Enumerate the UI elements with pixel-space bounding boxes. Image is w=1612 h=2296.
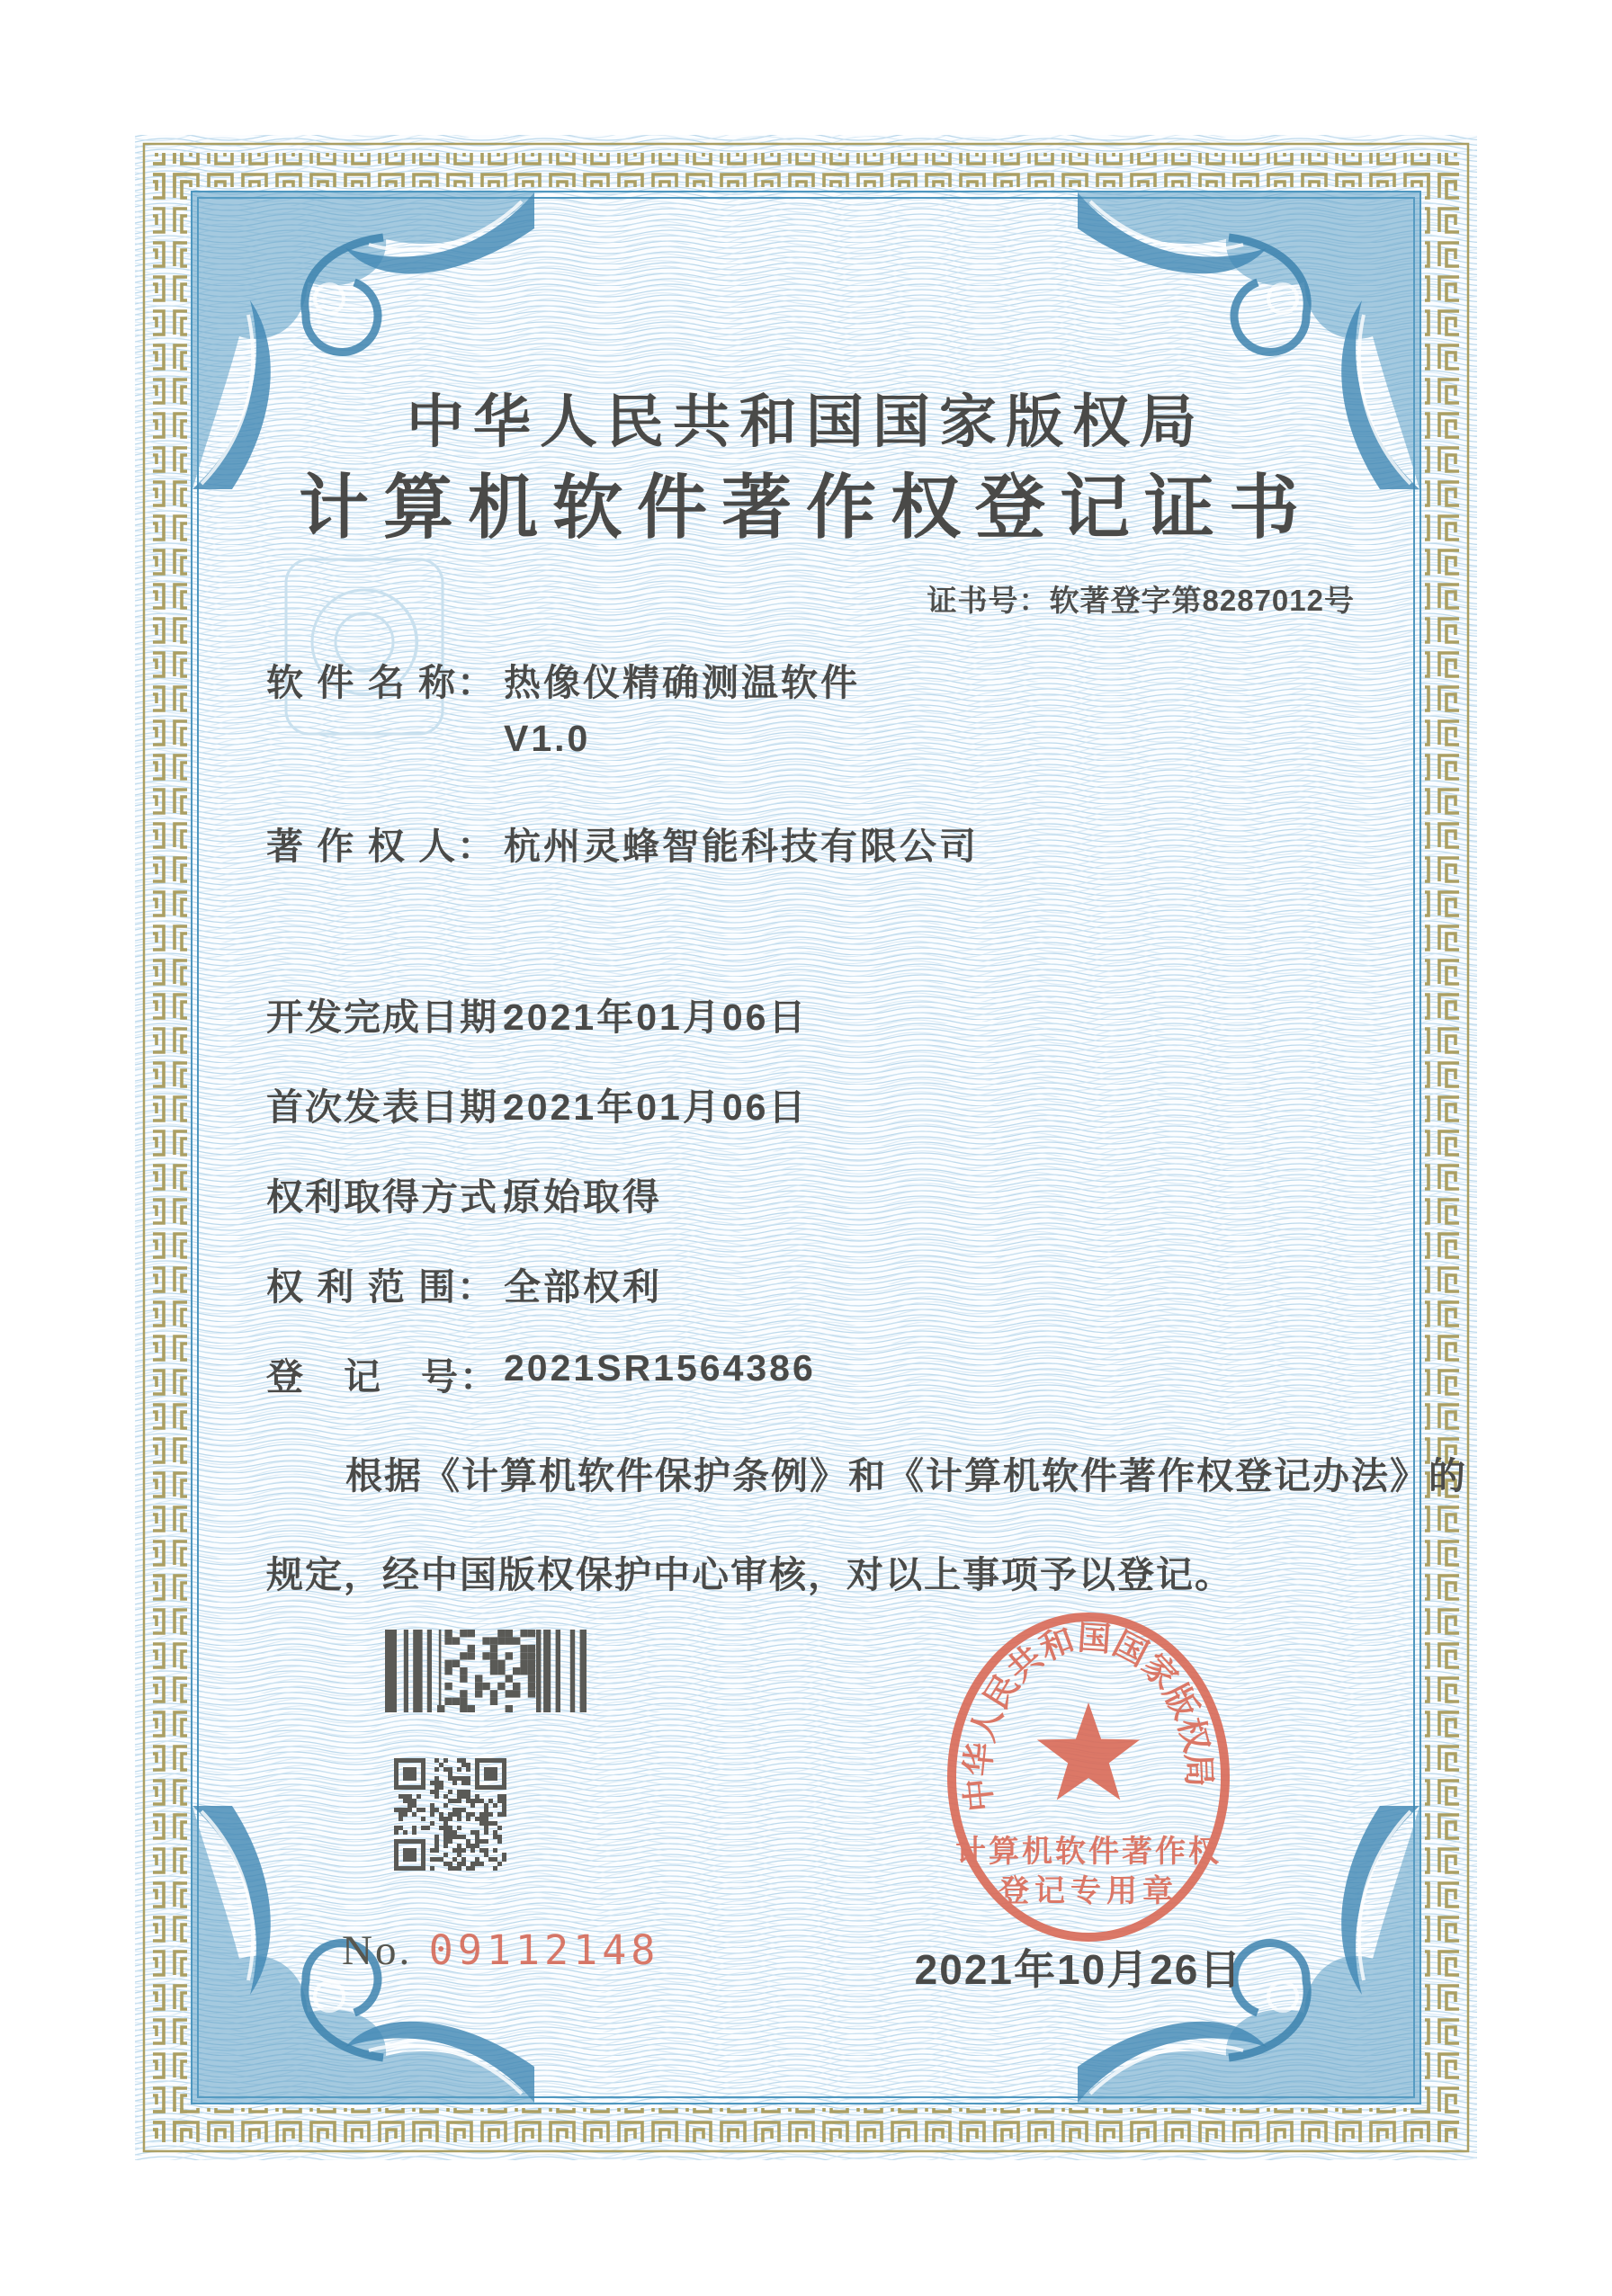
seal-star bbox=[1037, 1702, 1140, 1800]
field-dev-complete-date bbox=[266, 987, 809, 1041]
issuing-authority: 中华人民共和国国家版权局 bbox=[407, 389, 1205, 454]
certificate-title: 计算机软件著作权登记证书 bbox=[298, 468, 1313, 547]
field-software-name bbox=[266, 653, 860, 706]
field-first-publish-date bbox=[266, 1077, 809, 1130]
field-value: 全部权利 bbox=[504, 1266, 662, 1308]
field-label: 开发完成日期： bbox=[266, 996, 537, 1038]
field-value: 2021SR1564386 bbox=[504, 1347, 816, 1389]
field-value: V1.0 bbox=[504, 718, 591, 759]
field-rights-scope bbox=[266, 1257, 662, 1310]
field-label: 权利取得方式： bbox=[266, 1176, 537, 1218]
serial-prefix: No. bbox=[342, 1927, 413, 1974]
field-value: 2021年01月06日 bbox=[504, 996, 809, 1038]
certificate-content bbox=[193, 192, 1467, 2103]
field-label: 登 记 号： bbox=[266, 1356, 498, 1398]
field-value: 2021年01月06日 bbox=[504, 1086, 809, 1128]
field-label: 著 作 权 人： bbox=[266, 826, 497, 867]
field-value: 杭州灵蜂智能科技有限公司 bbox=[504, 826, 979, 867]
field-label: 权 利 范 围： bbox=[266, 1266, 497, 1308]
field-registration-no bbox=[266, 1347, 816, 1400]
statement-line-2: 规定，经中国版权保护中心审核，对以上事项予以登记。 bbox=[266, 1554, 1233, 1595]
field-value: 原始取得 bbox=[504, 1176, 662, 1218]
field-label: 软 件 名 称： bbox=[266, 662, 497, 703]
seal-text-line2: 登记专用章 bbox=[999, 1874, 1178, 1908]
field-value: 热像仪精确测温软件 bbox=[504, 662, 860, 703]
serial-number: 09112148 bbox=[428, 1926, 660, 1974]
barcode bbox=[385, 1630, 587, 1712]
certificate-number-label: 证书号： bbox=[927, 584, 1050, 617]
official-seal bbox=[909, 1572, 1268, 1986]
statement-line-1: 根据《计算机软件保护条例》和《计算机软件著作权登记办法》的 bbox=[345, 1455, 1467, 1496]
seal-text-line1: 计算机软件著作权 bbox=[955, 1835, 1222, 1869]
field-label: 首次发表日期： bbox=[266, 1086, 537, 1128]
seal-ring-text: 中华人民共和国国家版权局 bbox=[959, 1619, 1218, 1814]
field-copyright-owner bbox=[266, 817, 979, 870]
serial-number-line bbox=[342, 1926, 659, 1975]
field-rights-acquisition bbox=[266, 1167, 662, 1220]
qr-code bbox=[394, 1758, 506, 1871]
certificate-number-line bbox=[927, 577, 1355, 620]
inner-panel bbox=[191, 191, 1467, 2104]
certificate-frame bbox=[135, 135, 1477, 2160]
issue-date: 2021年10月26日 bbox=[914, 1946, 1243, 1993]
certificate-number-value: 软著登字第8287012号 bbox=[1049, 584, 1355, 617]
